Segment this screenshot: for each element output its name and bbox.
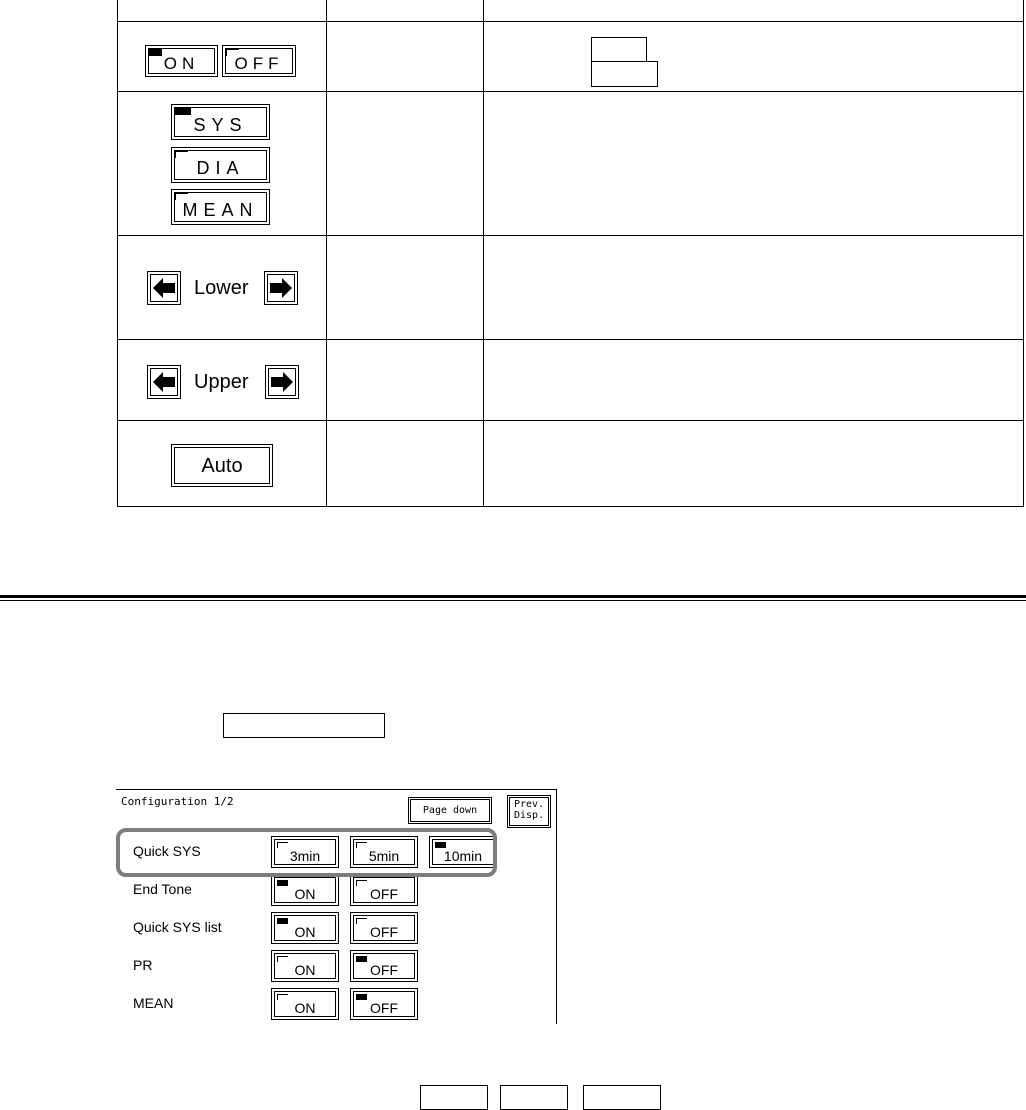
quick-sys-highlight [116,828,497,877]
quick-sys-list-off-button[interactable] [350,912,418,944]
upper-left-arrow-button [147,365,181,399]
inline-key-outline [583,1085,661,1110]
end-tone-label: End Tone [133,881,192,897]
arrow-left-icon [153,278,175,298]
end-tone-off-button[interactable] [350,874,418,906]
prev-disp-button[interactable] [507,795,551,828]
mean-label: MEAN [133,995,174,1011]
table-border-bottom [117,506,1024,507]
page-down-label: Page down [422,805,478,816]
table-row-divider [117,339,1024,340]
mean-on-button[interactable] [271,988,339,1020]
option-label: 5min [368,848,400,864]
table-row-divider [117,235,1024,236]
sys-key-label: SYS [193,115,248,135]
inline-key-outline [420,1085,488,1110]
auto-key [171,444,273,487]
table-border-right [1023,0,1024,507]
lower-label: Lower [194,277,249,299]
mean-key [171,189,270,225]
end-tone-on-button[interactable] [271,874,339,906]
option-label: 10min [443,848,483,864]
off-key-label: OFF [234,54,284,73]
mean-key-label: MEAN [182,200,259,220]
option-label: ON [294,886,316,902]
on-key-label: ON [163,54,200,73]
option-label: OFF [370,886,398,902]
upper-right-arrow-button [265,365,299,399]
prev-disp-label-1: Prev. [513,799,545,810]
off-key [222,45,296,77]
option-label: 3min [289,848,321,864]
option-label: OFF [370,924,398,940]
screen-edge-top [116,789,557,790]
sys-indicator [175,108,191,115]
inline-key-outline [500,1085,568,1110]
table-row-divider [117,91,1024,92]
configuration-screen [116,789,557,1024]
auto-key-label: Auto [201,455,243,477]
screen-title: Configuration 1/2 [121,795,234,808]
dia-key-label: DIA [196,158,245,178]
mean-indicator [175,193,188,200]
inline-key-outline [591,61,658,87]
screen-edge-right [556,789,557,1024]
reference-table [117,0,1024,506]
option-label: OFF [370,1000,398,1016]
sys-key [171,104,270,140]
inline-key-outline [591,37,647,62]
option-label: OFF [370,962,398,978]
arrow-right-icon [270,278,292,298]
quick-sys-list-on-button[interactable] [271,912,339,944]
table-column-divider [483,0,484,507]
page-down-button[interactable] [408,797,492,824]
table-row-divider [117,420,1024,421]
section-divider [0,595,1026,598]
table-row-divider [117,21,1024,22]
mean-off-button[interactable] [350,988,418,1020]
lower-right-arrow-button [264,271,298,305]
option-label: ON [294,962,316,978]
dia-key [171,147,270,183]
option-label: ON [294,924,316,940]
arrow-right-icon [271,372,293,392]
arrow-left-icon [153,372,175,392]
table-column-divider [326,0,327,507]
dia-indicator [175,151,188,158]
pr-off-button[interactable] [350,950,418,982]
option-label: ON [294,1000,316,1016]
quick-sys-label: Quick SYS [133,843,201,859]
quick-sys-list-label: Quick SYS list [133,919,222,935]
prev-disp-label-2: Disp. [513,810,545,821]
pr-on-button[interactable] [271,950,339,982]
inline-key-outline [223,713,385,738]
on-key [145,45,218,77]
pr-label: PR [133,957,153,973]
lower-left-arrow-button [147,271,181,305]
section-divider-thin [0,600,1026,601]
table-border-left [117,0,118,507]
upper-label: Upper [194,371,249,393]
